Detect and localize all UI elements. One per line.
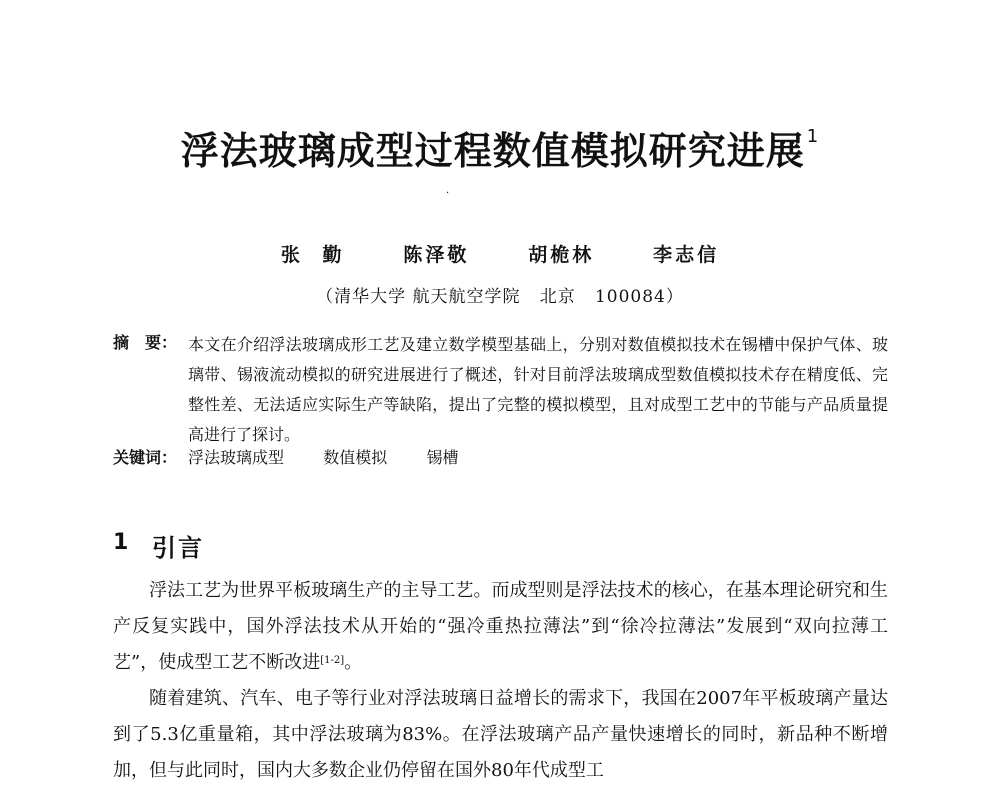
paragraph-1-text: 浮法工艺为世界平板玻璃生产的主导工艺。而成型则是浮法技术的核心，在基本理论研究和生产反复实践中，国外浮法技术从开始的“强冷重热拉薄法”到“徐冷拉薄法”发展到“双向拉薄工艺”，使成型工艺不断改进 <box>113 580 888 673</box>
body-text <box>113 573 888 789</box>
section-title: 引言 <box>152 534 204 562</box>
affiliation: （清华大学 航天航空学院 北京 100084） <box>316 287 684 307</box>
keywords-label: 关键词： <box>113 448 178 467</box>
paragraph-2: 随着建筑、汽车、电子等行业对浮法玻璃日益增长的需求下，我国在2007年平板玻璃产量达到了5.3亿重量箱，其中浮法玻璃为83%。在浮法玻璃产品产量快速增长的同时，新品种不断增加，但与此同时，国内大多数企业仍停留在国外80年代成型工 <box>113 688 888 781</box>
paper-title-text: 浮法玻璃成型过程数值模拟研究进展 <box>180 129 805 173</box>
paragraph-1-end: 。 <box>344 652 363 673</box>
abstract-text: 本文在介绍浮法玻璃成形工艺及建立数学模型基础上，分别对数值模拟技术在锡槽中保护气体、玻璃带、锡液流动模拟的研究进展进行了概述，针对目前浮法玻璃成型数值模拟技术存在精度低、完整性差、无法适应实际生产等缺陷，提出了完整的模拟模型，且对成型工艺中的节能与产品质量提高进行了探讨。 <box>188 335 888 444</box>
author-list: 张 勤 陈泽敬 胡桅林 李志信 <box>280 244 720 266</box>
section-number: 1 <box>113 530 129 555</box>
paragraph-1 <box>113 573 888 681</box>
abstract-label: 摘 要： <box>113 333 178 352</box>
keywords-text: 浮法玻璃成型 数值模拟 锡槽 <box>188 448 459 467</box>
paper-title <box>0 120 1000 175</box>
stray-dot: · <box>446 188 450 199</box>
citation-marker: [1-2] <box>320 655 345 666</box>
title-footnote-marker: 1 <box>806 126 820 147</box>
